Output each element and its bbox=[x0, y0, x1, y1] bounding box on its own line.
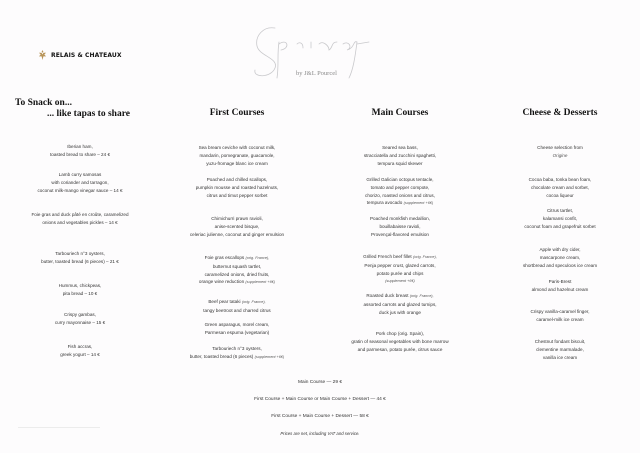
menu-item: Apple with dry cider, mascarpone cream, shortbread and speculoos ice cream bbox=[522, 247, 598, 268]
divider bbox=[18, 427, 100, 428]
logo-text: RELAIS & CHATEAUX bbox=[51, 51, 122, 59]
menu-item: Grilled French beef fillet (orig. France), Penja pepper crust, glazed carrots, potato purée and chips (supplement +6€) bbox=[363, 254, 437, 284]
section-main-courses bbox=[320, 98, 480, 378]
price-two-courses: First Course + Main Course or Main Course + Dessert — 44 € bbox=[254, 397, 386, 402]
menu-item: Chestnut fondant biscuit, clementine marmalade, vanilla ice cream bbox=[534, 339, 586, 360]
price-main-course: Main Course — 29 € bbox=[298, 380, 342, 385]
menu-item: Pork chop (orig. Spain), gratin of seasonal vegetables with bone marrow and parmesan, potato purée, citrus sauce bbox=[351, 331, 449, 352]
section-title: To Snack on... bbox=[15, 98, 72, 108]
brand-title bbox=[245, 18, 395, 84]
menu-item: Seared sea bass, stracciatella and zucchini spaghetti, tempura squid skewer bbox=[363, 145, 437, 166]
section-first-courses bbox=[157, 98, 317, 378]
menu-item: Citrus tartlet, kalamansi confit, coconut foam and grapefruit sorbet bbox=[524, 208, 596, 229]
menu-item: Grilled Galician octopus tentacle, tomato and pepper compote, chorizo, roasted onions and citrus, tempura avocado (supplement +6€) bbox=[365, 177, 435, 206]
menu-item: Poached and chilled scallops, pumpkin mousse and roasted hazelnuts, citrus and timut pepper sorbet bbox=[195, 177, 279, 198]
section-cheese-desserts bbox=[478, 98, 640, 378]
menu-item: Chimichurri prawn ravioli, anise-scented bisque, celeriac julienne, coconut and ginger emulsion bbox=[189, 216, 285, 237]
menu-item: Poached monkfish medallion, bouillabaisse ravioli, Provençal-flavored emulsion bbox=[369, 216, 430, 237]
relais-chateaux-logo bbox=[38, 50, 122, 60]
price-disclaimer: Prices are net, including VAT and service. bbox=[280, 431, 360, 436]
menu-item: Roasted duck breast (orig. France), assorted carrots and glazed turnips, duck jus with orange bbox=[363, 293, 437, 315]
menu-item: Iberian ham, toasted bread to share – 24 € bbox=[49, 144, 111, 157]
menu-item: Paris-Brest almond and hazelnut cream bbox=[531, 279, 589, 292]
menu-item: Cheese selection from Origine bbox=[537, 145, 583, 158]
menu-item: Fish accras, greek yogurt – 14 € bbox=[60, 344, 100, 357]
menu-item: Lamb curry samosas with coriander and tarragon, coconut milk-mango vinegar sauce – 14 € bbox=[37, 172, 123, 193]
section-snack bbox=[0, 98, 160, 398]
section-title: Main Courses bbox=[371, 108, 429, 118]
menu-item: Green asparagus, morel cream, Parmesan espuma (vegetarian) bbox=[204, 322, 270, 335]
section-subtitle: ... like tapas to share bbox=[47, 109, 130, 119]
menu-item: Hummus, chickpeas, pita bread – 10 € bbox=[58, 283, 102, 296]
menu-item: Tarbouriech n°3 oysters, butter, toasted bread (6 pieces) – 21 € bbox=[41, 251, 119, 264]
menu-item: Foie gras and duck pâté en croûte, caramelized onions and vegetables pickles – 14 € bbox=[31, 212, 129, 225]
menu-item: Cocoa baba, tonka bean foam, chocolate cream and sorbet, cocoa liqueur bbox=[528, 177, 592, 198]
menu-item: Crispy gambas, curry mayonnaise – 15 € bbox=[54, 312, 106, 325]
menu-item: Sea bream ceviche with coconut milk, mandarin, pomegranate, guacamole, yuzu-fromage blanc ice cream bbox=[198, 145, 276, 166]
menu-item: Beef pear tataki (orig. France), tangy beetroot and charred citrus bbox=[203, 299, 271, 313]
menu-item: Foie gras escallops (orig. France), butternut squash tartlet, caramelized onions, dried fruits, orange wine reduction (supplement +6€) bbox=[198, 255, 276, 285]
fleur-emblem-icon bbox=[38, 50, 47, 60]
price-three-courses: First Course + Main Course + Dessert — 58 € bbox=[271, 414, 369, 419]
brand-subtitle: by J&L Pourcel bbox=[296, 70, 337, 77]
section-title: First Courses bbox=[209, 108, 265, 118]
section-title: Cheese & Desserts bbox=[522, 108, 598, 118]
menu-item: Crispy vanilla-caramel finger, caramel-milk ice cream bbox=[530, 309, 590, 322]
menu-item: Tarbouriech n°3 oysters, butter, toasted bread (6 pieces) (supplement +6€) bbox=[189, 346, 285, 359]
